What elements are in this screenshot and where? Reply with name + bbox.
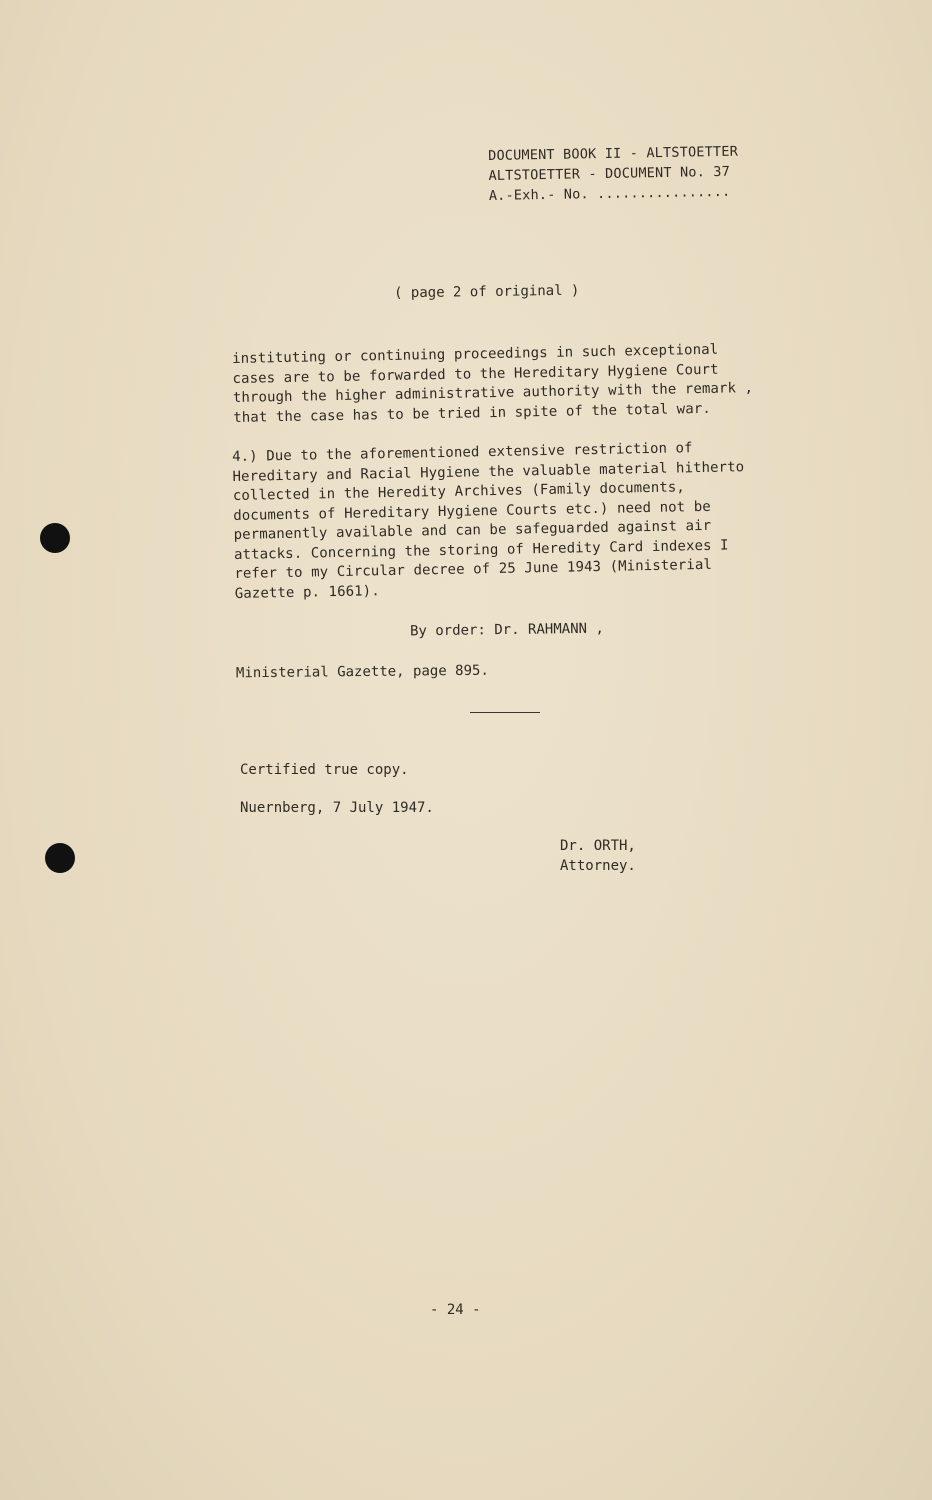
punch-hole-top: [40, 523, 70, 553]
paragraph-point-4: [232, 436, 835, 603]
punch-hole-bottom: [45, 843, 75, 873]
page-number: - 24 -: [430, 1302, 481, 1318]
certified-copy-line: Certified true copy.: [240, 762, 409, 778]
section-divider: [470, 712, 540, 713]
paragraph-line: refer to my Circular decree of 25 June 1943 (Ministerial: [234, 556, 713, 582]
paragraph-line: 4.) Due to the aforementioned extensive restriction of: [232, 440, 693, 465]
header-line-document-number: ALTSTOETTER - DOCUMENT No. 37: [488, 163, 731, 184]
paragraph-line: attacks. Concerning the storing of Heredity Card indexes I: [233, 536, 729, 563]
paragraph-line: through the higher administrative authority with the remark ,: [232, 380, 754, 406]
place-date-line: Nuernberg, 7 July 1947.: [240, 800, 434, 816]
signature-block: [560, 836, 636, 876]
paragraph-line: that the case has to be tried in spite of the total war.: [233, 400, 711, 426]
paragraph-line: cases are to be forwarded to the Hereditary Hygiene Court: [232, 361, 719, 387]
signatory-name: Dr. ORTH,: [560, 838, 636, 854]
paragraph-line: instituting or continuing proceedings in such exceptional: [232, 341, 719, 367]
by-order-line: By order: Dr. RAHMANN ,: [409, 620, 604, 640]
header-line-book: DOCUMENT BOOK II - ALTSTOETTER: [488, 143, 739, 164]
header-line-exhibit-number: A.-Exh.- No. ................: [488, 183, 731, 204]
paragraph-line: documents of Hereditary Hygiene Courts etc.) need not be: [233, 498, 711, 524]
document-header: [488, 142, 739, 206]
paragraph-line: Gazette p. 1661).: [234, 582, 380, 602]
page-of-original: ( page 2 of original ): [393, 282, 580, 302]
signatory-title: Attorney.: [560, 858, 636, 874]
paragraph-continuation: [232, 338, 833, 428]
paragraph-line: collected in the Heredity Archives (Family documents,: [232, 479, 686, 504]
gazette-reference: Ministerial Gazette, page 895.: [235, 662, 489, 682]
paragraph-line: permanently available and can be safeguarded against air: [233, 517, 712, 543]
paragraph-line: Hereditary and Racial Hygiene the valuable material hitherto: [232, 458, 745, 485]
